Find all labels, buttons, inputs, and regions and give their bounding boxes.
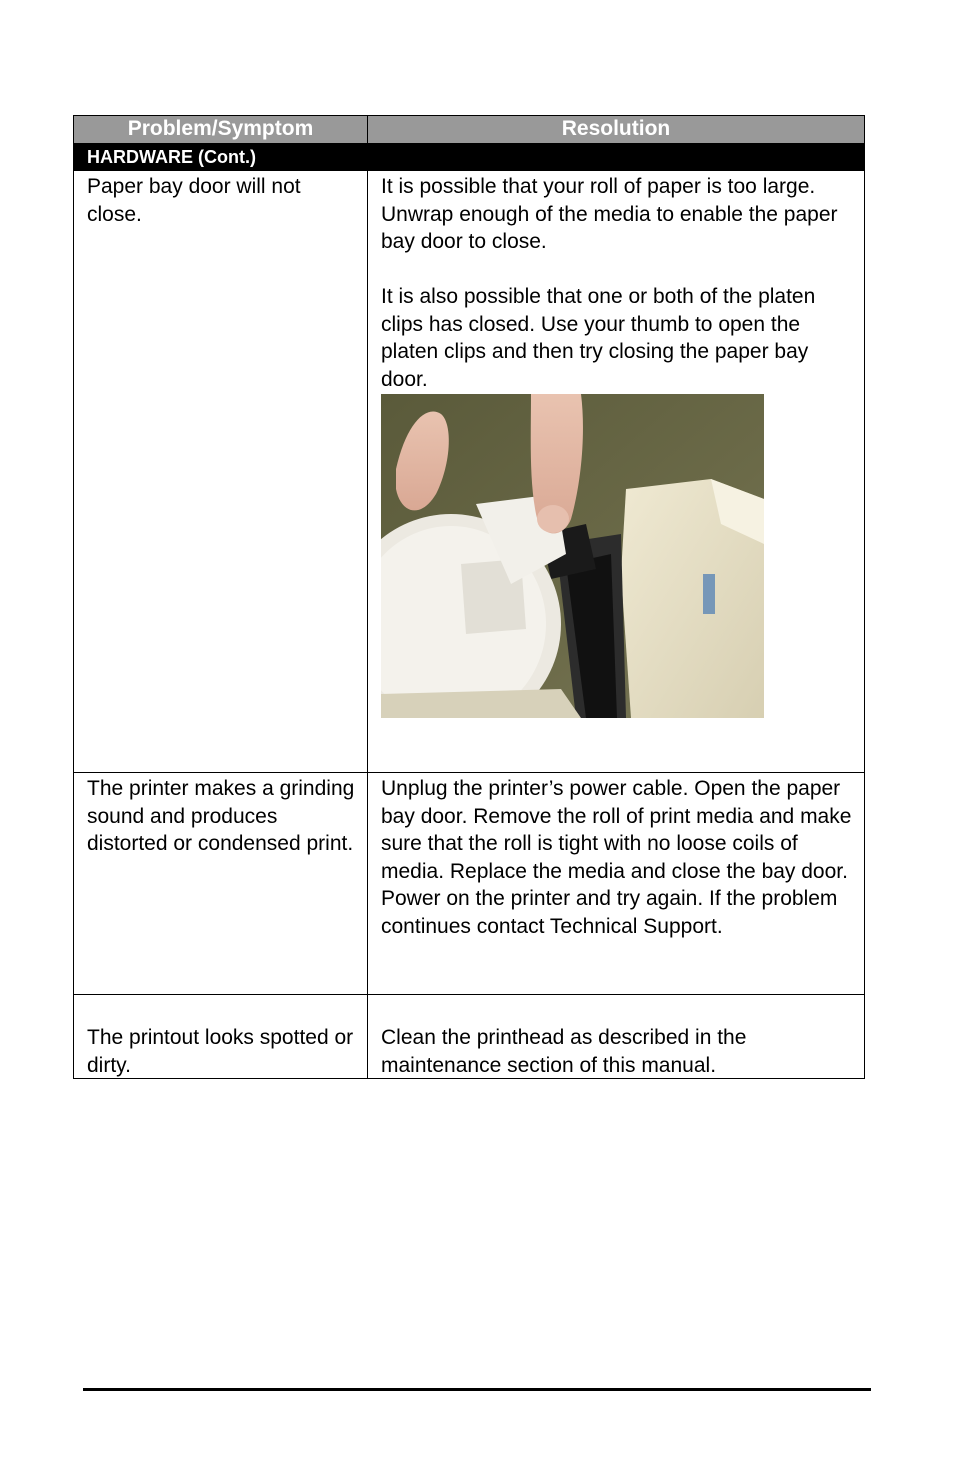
resolution-text: It is also possible that one or both of the platen clips has closed. Use your thumb to open the platen clips and then try closing the paper bay door. [381, 285, 816, 391]
table-row [74, 995, 864, 1078]
header-problem-symptom: Problem/Symptom [74, 116, 368, 143]
problem-text: The printer makes a grinding sound and produces distorted or condensed print. [87, 777, 355, 855]
section-header [74, 144, 864, 171]
resolution-text: Unplug the printer’s power cable. Open the paper bay door. Remove the roll of print media and make sure that the roll is tight with no loose coils of media. Replace the media and close the bay door. Power on the printer and try again. If the problem continues contact Technical Support. [381, 777, 852, 938]
problem-cell [74, 995, 368, 1078]
section-label: HARDWARE (Cont.) [87, 147, 256, 167]
problem-text: The printout looks spotted or dirty. [87, 1026, 354, 1077]
resolution-cell [368, 171, 864, 772]
footer-rule [83, 1388, 871, 1391]
resolution-cell [368, 773, 864, 994]
problem-cell [74, 171, 368, 772]
problem-cell [74, 773, 368, 994]
problem-text: Paper bay door will not close. [87, 175, 301, 226]
table-header [74, 116, 864, 144]
resolution-text: Clean the printhead as described in the maintenance section of this manual. [381, 1026, 747, 1077]
table-row [74, 171, 864, 773]
header-resolution: Resolution [561, 117, 671, 140]
troubleshooting-table [73, 115, 865, 1079]
resolution-text: It is possible that your roll of paper is too large. Unwrap enough of the media to enable the paper bay door to close. [381, 175, 838, 253]
table-row [74, 773, 864, 995]
resolution-cell [368, 995, 864, 1078]
platen-clip-photo [381, 394, 764, 718]
